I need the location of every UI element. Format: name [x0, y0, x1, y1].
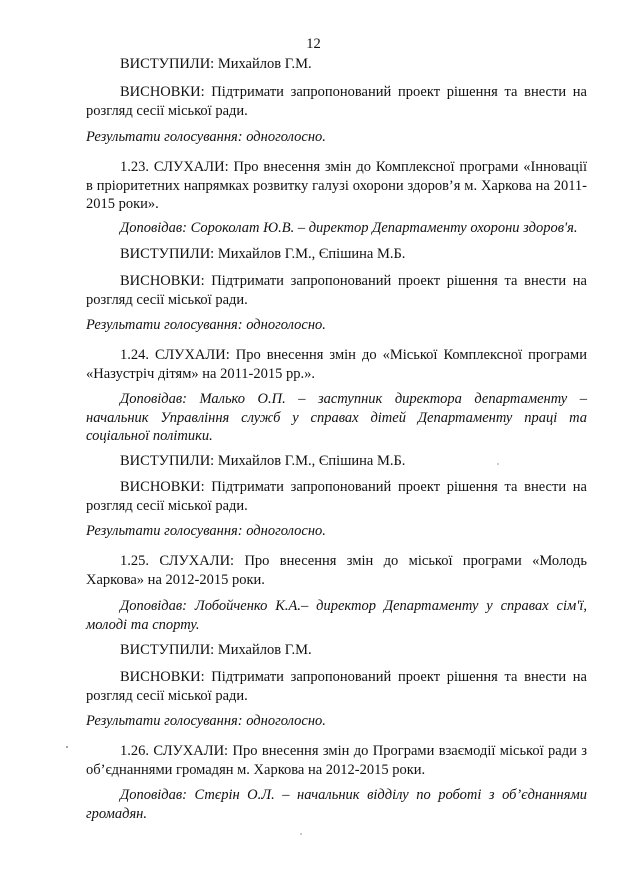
speakers-1-25: ВИСТУПИЛИ: Михайлов Г.М.	[120, 642, 312, 658]
heard-1-25: 1.25. СЛУХАЛИ: Про внесення змін до міської програми «Молодь Харкова» на 2012-2015 роки.	[86, 553, 587, 588]
vote-result-1-25: Результати голосування: одноголосно.	[86, 713, 326, 729]
speakers-1-23: ВИСТУПИЛИ: Михайлов Г.М., Єпішина М.Б.	[120, 246, 406, 262]
conclusions-1: ВИСНОВКИ: Підтримати запропонований проект рішення та внести на розгляд сесії міської ради.	[86, 84, 587, 119]
reporter-1-24: Доповідав: Малько О.П. – заступник директора департаменту – начальник Управління служб у справах дітей Департаменту праці та соціальної політики.	[86, 391, 587, 445]
page-number: 12	[306, 36, 321, 52]
vote-result-1: Результати голосування: одноголосно.	[86, 129, 326, 145]
scan-speck	[66, 746, 68, 748]
speakers-1-24: ВИСТУПИЛИ: Михайлов Г.М., Єпішина М.Б.	[120, 453, 406, 469]
heard-1-26: 1.26. СЛУХАЛИ: Про внесення змін до Програми взаємодії міської ради з об’єднаннями громадян м. Харкова на 2012-2015 роки.	[86, 743, 587, 778]
vote-result-1-24: Результати голосування: одноголосно.	[86, 523, 326, 539]
reporter-1-26: Доповідав: Стєрін О.Л. – начальник відділу по роботі з об’єднаннями громадян.	[86, 787, 587, 822]
reporter-1-25: Доповідав: Лобойченко К.А.– директор Департаменту у справах сім'ї, молоді та спорту.	[86, 598, 587, 633]
heard-1-23: 1.23. СЛУХАЛИ: Про внесення змін до Комплексної програми «Інновації в пріоритетних напрямках розвитку галузі охорони здоров’я м. Харкова на 2011-2015 роки».	[86, 159, 587, 213]
scan-speck	[497, 463, 499, 465]
heard-1-24: 1.24. СЛУХАЛИ: Про внесення змін до «Міської Комплексної програми «Назустріч дітям» на 2011-2015 рр.».	[86, 347, 587, 382]
conclusions-1-25: ВИСНОВКИ: Підтримати запропонований проект рішення та внести на розгляд сесії міської ради.	[86, 669, 587, 704]
speakers-1: ВИСТУПИЛИ: Михайлов Г.М.	[120, 56, 312, 72]
vote-result-1-23: Результати голосування: одноголосно.	[86, 317, 326, 333]
conclusions-1-23: ВИСНОВКИ: Підтримати запропонований проект рішення та внести на розгляд сесії міської ради.	[86, 273, 587, 308]
conclusions-1-24: ВИСНОВКИ: Підтримати запропонований проект рішення та внести на розгляд сесії міської ради.	[86, 479, 587, 514]
reporter-1-23: Доповідав: Сороколат Ю.В. – директор Департаменту охорони здоров'я.	[120, 220, 578, 236]
scan-speck	[300, 833, 302, 835]
